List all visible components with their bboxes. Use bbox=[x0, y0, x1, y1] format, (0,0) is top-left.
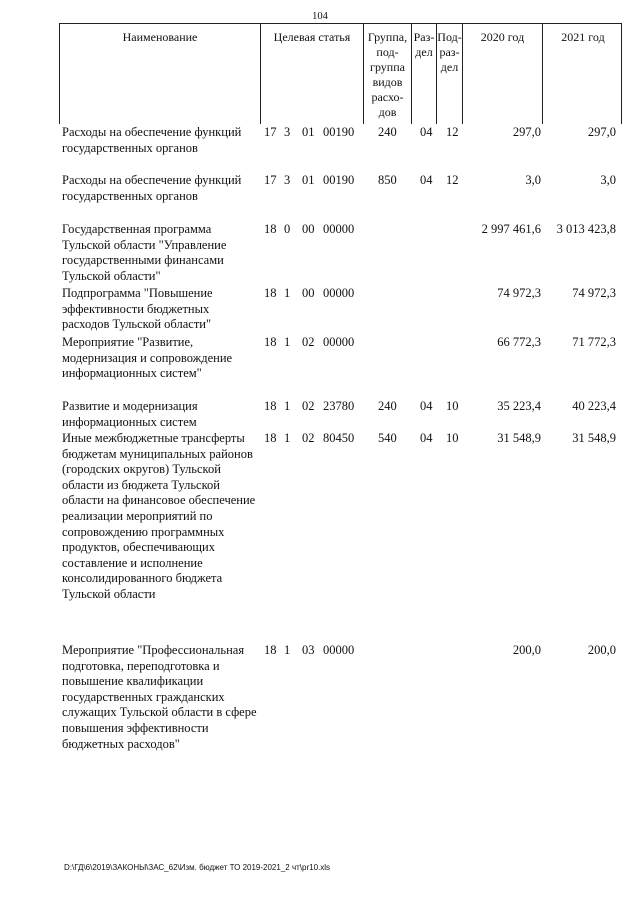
header-name: Наименование bbox=[60, 24, 261, 124]
header-target-article: Целевая статья bbox=[261, 24, 364, 124]
table-header bbox=[59, 23, 622, 124]
row-amount-2021: 74 972,3 bbox=[572, 286, 616, 300]
row-code-direction: 00000 bbox=[323, 643, 355, 657]
row-subsection: 12 bbox=[446, 173, 459, 187]
header-section: Раз- дел bbox=[412, 24, 437, 124]
row-amount-2020: 2 997 461,6 bbox=[481, 222, 541, 236]
row-code-direction: 80450 bbox=[323, 431, 355, 445]
row-amount-2021: 3 013 423,8 bbox=[556, 222, 616, 236]
row-name: Мероприятие "Развитие, модернизация и сопровождение информационных систем" bbox=[62, 335, 233, 381]
row-amount-2020: 3,0 bbox=[525, 173, 541, 187]
row-code-direction: 00190 bbox=[323, 173, 355, 187]
row-amount-2021: 71 772,3 bbox=[572, 335, 616, 349]
row-code-subprogram: 1 bbox=[284, 335, 291, 349]
row-code-event: 02 bbox=[302, 399, 315, 413]
row-name: Иные межбюджетные трансферты бюджетам муниципальных районов (городских округов) Тульской области из бюджета Тульской области на финансовое обеспечение реализации мероприятий по сопровождению программных продуктов, обеспечивающих составление и исполнение консолидированного бюджета Тульской области bbox=[62, 431, 256, 601]
row-section: 04 bbox=[420, 173, 433, 187]
row-group: 540 bbox=[378, 431, 397, 445]
row-section: 04 bbox=[420, 399, 433, 413]
row-code-program: 18 bbox=[264, 286, 277, 300]
row-group: 240 bbox=[378, 399, 397, 413]
row-code-direction: 00000 bbox=[323, 286, 355, 300]
row-code-direction: 23780 bbox=[323, 399, 355, 413]
row-amount-2021: 297,0 bbox=[587, 125, 616, 139]
row-code-direction: 00000 bbox=[323, 222, 355, 236]
row-code-program: 18 bbox=[264, 222, 277, 236]
header-year-2020: 2020 год bbox=[463, 24, 543, 124]
row-amount-2021: 200,0 bbox=[587, 643, 616, 657]
row-code-event: 00 bbox=[302, 222, 315, 236]
row-code-event: 00 bbox=[302, 286, 315, 300]
row-section: 04 bbox=[420, 431, 433, 445]
row-code-subprogram: 3 bbox=[284, 173, 291, 187]
row-code-program: 18 bbox=[264, 643, 277, 657]
row-code-program: 18 bbox=[264, 399, 277, 413]
file-path-footer: D:\ГД\6\2019\ЗАКОНЫ\ЗАС_62\Изм. бюджет ТО 2019-2021_2 чт\pr10.xls bbox=[64, 863, 331, 872]
row-amount-2021: 40 223,4 bbox=[572, 399, 616, 413]
row-code-program: 18 bbox=[264, 431, 277, 445]
row-code-direction: 00000 bbox=[323, 335, 355, 349]
row-name: Расходы на обеспечение функций государственных органов bbox=[62, 173, 242, 203]
row-code-subprogram: 1 bbox=[284, 399, 291, 413]
row-name: Подпрограмма "Повышение эффективности бюджетных расходов Тульской области" bbox=[62, 286, 213, 332]
row-code-program: 17 bbox=[264, 125, 277, 139]
row-name: Мероприятие "Профессиональная подготовка, переподготовка и повышение квалификации государственных гражданских служащих Тульской области в сфере повышения эффективности бюджетных расходов" bbox=[62, 643, 257, 751]
row-subsection: 10 bbox=[446, 431, 459, 445]
row-group: 850 bbox=[378, 173, 397, 187]
row-section: 04 bbox=[420, 125, 433, 139]
row-code-event: 03 bbox=[302, 643, 315, 657]
row-name: Развитие и модернизация информационных систем bbox=[62, 399, 198, 429]
row-code-subprogram: 1 bbox=[284, 431, 291, 445]
row-code-subprogram: 3 bbox=[284, 125, 291, 139]
row-amount-2021: 3,0 bbox=[600, 173, 616, 187]
row-code-subprogram: 0 bbox=[284, 222, 291, 236]
row-code-program: 17 bbox=[264, 173, 277, 187]
page-number: 104 bbox=[312, 11, 328, 22]
row-subsection: 10 bbox=[446, 399, 459, 413]
row-code-event: 02 bbox=[302, 431, 315, 445]
row-code-program: 18 bbox=[264, 335, 277, 349]
header-year-2021: 2021 год bbox=[561, 30, 605, 44]
row-code-direction: 00190 bbox=[323, 125, 355, 139]
row-code-subprogram: 1 bbox=[284, 286, 291, 300]
row-amount-2020: 297,0 bbox=[512, 125, 541, 139]
row-group: 240 bbox=[378, 125, 397, 139]
row-amount-2020: 200,0 bbox=[512, 643, 541, 657]
row-amount-2021: 31 548,9 bbox=[572, 431, 616, 445]
row-name: Расходы на обеспечение функций государственных органов bbox=[62, 125, 242, 155]
row-code-subprogram: 1 bbox=[284, 643, 291, 657]
row-code-event: 02 bbox=[302, 335, 315, 349]
header-subsection: Под- раз- дел bbox=[437, 24, 463, 124]
row-code-event: 01 bbox=[302, 125, 315, 139]
row-name: Государственная программа Тульской области "Управление государственными финансами Тульской области" bbox=[62, 222, 227, 283]
header-expense-group: Группа, под- группа видов расхо- дов bbox=[364, 24, 412, 124]
row-amount-2020: 66 772,3 bbox=[497, 335, 541, 349]
row-code-event: 01 bbox=[302, 173, 315, 187]
row-amount-2020: 31 548,9 bbox=[497, 431, 541, 445]
row-subsection: 12 bbox=[446, 125, 459, 139]
row-amount-2020: 74 972,3 bbox=[497, 286, 541, 300]
row-amount-2020: 35 223,4 bbox=[497, 399, 541, 413]
